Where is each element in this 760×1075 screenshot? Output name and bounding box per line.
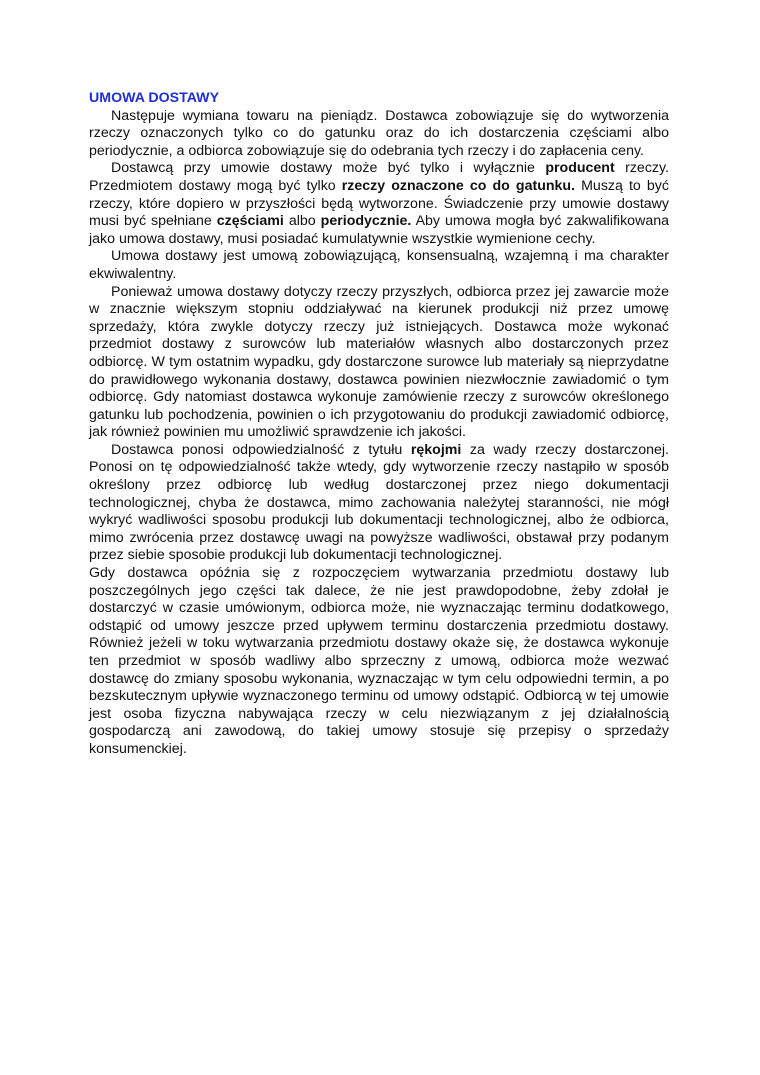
paragraph-text: Muszą to być rzeczy, które dopiero w przyszłości będą wytworzone. Świadczenie przy umowie dostawy musi być spełniane xyxy=(89,177,669,230)
paragraph-text: Aby umowa mogła być zakwalifikowana jako umowa dostawy, musi posiadać kumulatywnie wszystkie wymienione cechy. xyxy=(89,213,669,247)
paragraph-text: rzeczy. Przedmiotem dostawy mogą być tylko xyxy=(89,160,669,194)
paragraph xyxy=(89,108,669,161)
paragraph xyxy=(89,565,669,759)
paragraph xyxy=(89,284,669,442)
document-body xyxy=(89,108,669,759)
bold-term: producent xyxy=(545,160,615,177)
paragraph-text: Dostawcą przy umowie dostawy może być tylko i wyłącznie xyxy=(111,160,546,177)
paragraph-text: za wady rzeczy dostarczonej. Ponosi on tę odpowiedzialność także wtedy, gdy wytworzenie rzeczy nastąpiło w sposób określony przez odbiorcę lub według dostarczonej przez niego dokumentacji technologicznej, chyba że dostawca, mimo zachowania należytej staranności, nie mógł wykryć wadliwości sposobu produkcji lub dokumentacji technologicznej, albo że odbiorca, mimo zwrócenia przez dostawcę uwagi na powyższe wadliwości, obstawał przy podanym przez siebie sposobie produkcji lub dokumentacji technologicznej. xyxy=(89,441,670,564)
document-title: UMOWA DOSTAWY xyxy=(89,90,220,106)
paragraph-text: Gdy dostawca opóźnia się z rozpoczęciem wytwarzania przedmiotu dostawy lub poszczególnych jego części tak dalece, że nie jest prawdopodobne, żeby zdołał je dostarczyć w czasie umówionym, odbiorca może, nie wyznaczając terminu dodatkowego, odstąpić od umowy jeszcze przed upływem terminu dostarczenia przedmiotu dostawy. Również jeżeli w toku wytwarzania przedmiotu dostawy okaże się, że dostawca wykonuje ten przedmiot w sposób wadliwy albo sprzeczny z umową, odbiorca może wezwać dostawcę do zmiany sposobu wykonania, wyznaczając w tym celu odpowiedni termin, a po bezskutecznym upływie wyznaczonego terminu od umowy odstąpić. Odbiorcą w tej umowie jest osoba fizyczna nabywająca rzeczy w celu niezwiązanym z jej działalnością gospodarczą ani zawodową, do takiej umowy stosuje się przepisy o sprzedaży konsumenckiej. xyxy=(89,565,669,757)
bold-term: rzeczy oznaczone co do gatunku. xyxy=(341,177,576,194)
paragraph-text: Umowa dostawy jest umową zobowiązującą, konsensualną, wzajemną i ma charakter ekwiwalentny. xyxy=(89,248,669,282)
document-page xyxy=(89,90,669,759)
paragraph-text: Ponieważ umowa dostawy dotyczy rzeczy przyszłych, odbiorca przez jej zawarcie może w znacznie większym stopniu oddziaływać na kierunek produkcji niż przez umowę sprzedaży, która zwykle dotyczy rzeczy już istniejących. Dostawca może wykonać przedmiot dostawy z surowców lub materiałów własnych albo dostarczonych przez odbiorcę. W tym ostatnim wypadku, gdy dostarczone surowce lub materiały są nieprzydatne do prawidłowego wykonania dostawy, dostawca powinien niezwłocznie zawiadomić o tym odbiorcę. Gdy natomiast dostawca wykonuje zamówienie rzeczy z surowców określonego gatunku lub pochodzenia, powinien o ich przygotowaniu do produkcji zawiadomić odbiorcę, jak również powinien mu umożliwić sprawdzenie ich jakości. xyxy=(89,283,669,441)
bold-term: periodycznie. xyxy=(320,213,412,230)
bold-term: częściami xyxy=(216,213,284,230)
paragraph xyxy=(89,160,669,248)
paragraph-text: albo xyxy=(283,213,321,230)
bold-term: rękojmi xyxy=(410,441,462,458)
paragraph-text: Dostawca ponosi odpowiedzialność z tytułu xyxy=(111,441,411,458)
paragraph-text: Następuje wymiana towaru na pieniądz. Dostawca zobowiązuje się do wytworzenia rzeczy oznaczonych tylko co do gatunku oraz do ich dostarczenia częściami albo periodycznie, a odbiorca zobowiązuje się do odebrania tych rzeczy i do zapłacenia ceny. xyxy=(89,107,669,159)
paragraph xyxy=(89,248,669,283)
paragraph xyxy=(89,442,669,565)
